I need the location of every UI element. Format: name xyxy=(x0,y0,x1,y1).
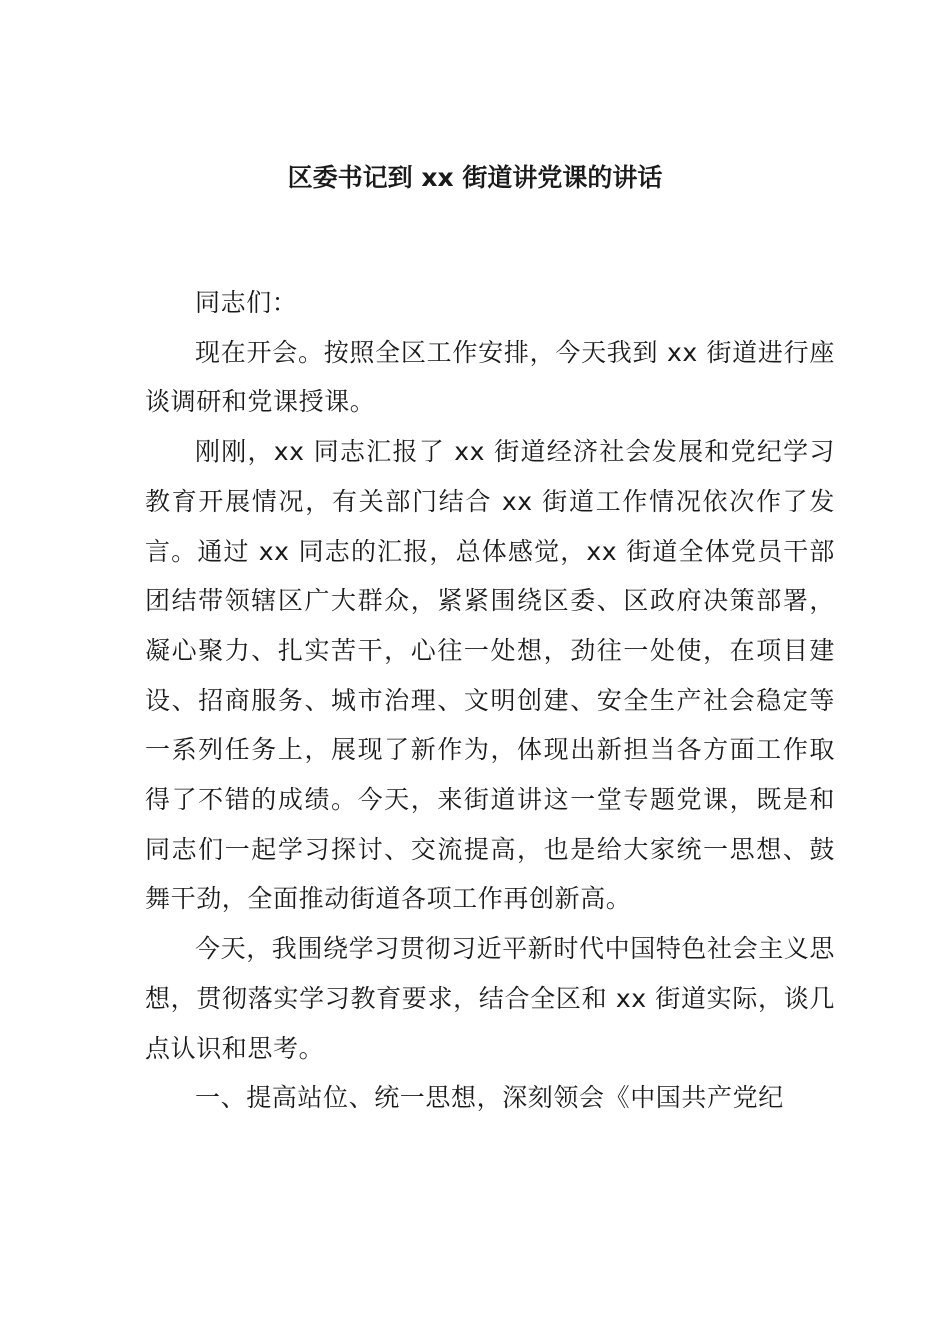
document-body xyxy=(145,278,835,1123)
section-heading-paragraph: 一、提高站位、统一思想，深刻领会《中国共产党纪 xyxy=(195,1083,784,1113)
body-paragraph: 刚刚，xx 同志汇报了 xx 街道经济社会发展和党纪学习教育开展情况，有关部门结合 xx 街道工作情况依次作了发言。通过 xx 同志的汇报，总体感觉，xx 街道全体党员干部团结带领辖区广大群众，紧紧围绕区委、区政府决策部署，凝心聚力、扎实苦干，心往一处想，劲往一处使，在项目建设、招商服务、城市治理、文明创建、安全生产社会稳定等一系列任务上，展现了新作为，体现出新担当各方面工作取得了不错的成绩。今天，来街道讲这一堂专题党课，既是和同志们一起学习探讨、交流提高，也是给大家统一思想、鼓舞干劲，全面推动街道各项工作再创新高。 xyxy=(145,437,835,914)
salutation-paragraph: 同志们： xyxy=(195,288,298,317)
body-paragraph: 现在开会。按照全区工作安排，今天我到 xx 街道进行座谈调研和党课授课。 xyxy=(145,337,835,417)
document-title: 区委书记到 xx 街道讲党课的讲话 xyxy=(287,163,663,192)
body-paragraph: 今天，我围绕学习贯彻习近平新时代中国特色社会主义思想，贯彻落实学习教育要求，结合全区和 xx 街道实际，谈几点认识和思考。 xyxy=(145,934,836,1063)
